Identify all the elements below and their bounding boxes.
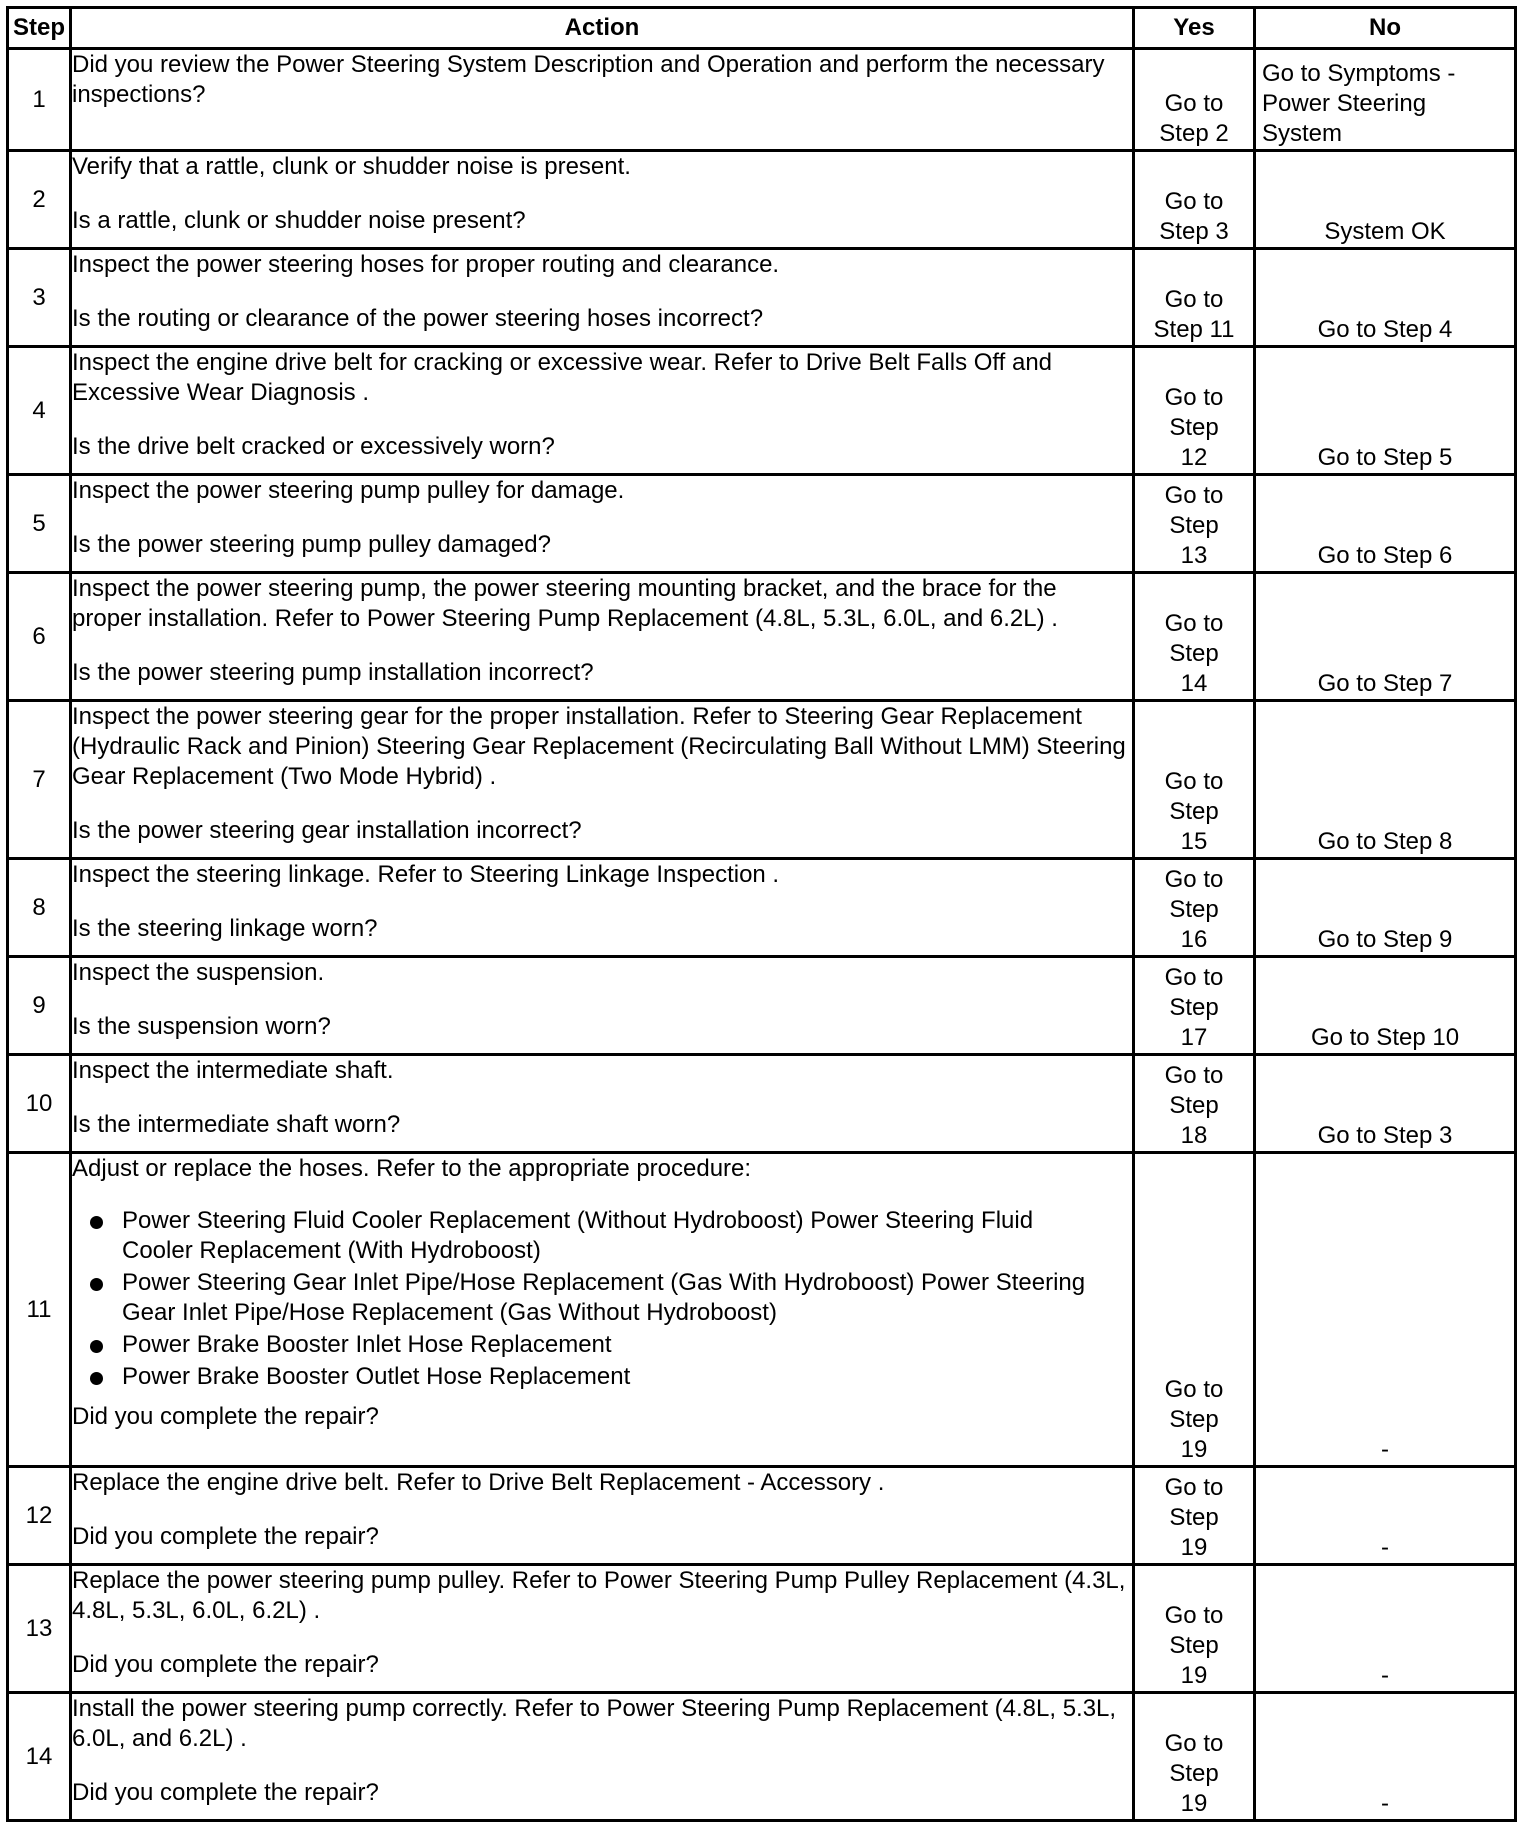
step-number: 13	[8, 1565, 71, 1693]
procedure-link[interactable]: Power Brake Booster Outlet Hose Replacement	[72, 1362, 1132, 1392]
yes-cell	[1134, 573, 1255, 701]
action-cell	[71, 249, 1134, 347]
action-question: Did you complete the repair?	[72, 1523, 379, 1550]
action-question: Is a rattle, clunk or shudder noise present?	[72, 207, 526, 234]
action-cell	[71, 1565, 1134, 1693]
action-cell	[71, 1055, 1134, 1153]
yes-cell	[1134, 859, 1255, 957]
step-number: 10	[8, 1055, 71, 1153]
procedure-list	[72, 1206, 1132, 1392]
yes-link[interactable]: Go to Step 19	[1164, 1474, 1224, 1561]
step-number: 9	[8, 957, 71, 1055]
table-row	[8, 957, 1516, 1055]
no-cell	[1255, 1467, 1516, 1565]
action-question: Is the drive belt cracked or excessively worn?	[72, 433, 555, 460]
header-yes: Yes	[1134, 8, 1255, 49]
no-cell	[1255, 1693, 1516, 1821]
yes-link[interactable]: Go to Step 14	[1164, 610, 1224, 697]
step-number: 8	[8, 859, 71, 957]
action-text: Verify that a rattle, clunk or shudder noise is present.	[72, 153, 631, 180]
no-link[interactable]: Go to Step 6	[1317, 542, 1453, 569]
header-no: No	[1255, 8, 1516, 49]
action-text: Replace the power steering pump pulley. Refer to Power Steering Pump Pulley Replacement (4.3L, 4.8L, 5.3L, 6.0L, 6.2L) .	[72, 1567, 1126, 1624]
procedure-link[interactable]: Power Steering Gear Inlet Pipe/Hose Replacement (Gas With Hydroboost) Power Steering Gear Inlet Pipe/Hose Replacement (Gas Without Hydroboost)	[72, 1268, 1132, 1328]
action-question: Did you complete the repair?	[72, 1403, 379, 1430]
action-cell	[71, 1153, 1134, 1467]
no-value: -	[1381, 1436, 1389, 1463]
diagnostic-table	[6, 6, 1517, 1822]
yes-cell	[1134, 151, 1255, 249]
table-row	[8, 1055, 1516, 1153]
procedure-link[interactable]: Power Steering Fluid Cooler Replacement (Without Hydroboost) Power Steering Fluid Cooler Replacement (With Hydroboost)	[72, 1206, 1132, 1266]
action-cell	[71, 701, 1134, 859]
yes-cell	[1134, 1153, 1255, 1467]
action-cell	[71, 957, 1134, 1055]
no-link: System OK	[1324, 218, 1446, 245]
action-text: Inspect the power steering pump pulley for damage.	[72, 477, 625, 504]
yes-cell	[1134, 475, 1255, 573]
yes-link[interactable]: Go to Step 2	[1159, 90, 1229, 147]
table-row	[8, 1693, 1516, 1821]
no-value: -	[1381, 1790, 1389, 1817]
table-row	[8, 701, 1516, 859]
yes-link[interactable]: Go to Step 12	[1164, 384, 1224, 471]
table-row	[8, 249, 1516, 347]
table-row	[8, 475, 1516, 573]
action-text: Inspect the steering linkage. Refer to Steering Linkage Inspection .	[72, 861, 780, 888]
table-row	[8, 49, 1516, 151]
header-action: Action	[71, 8, 1134, 49]
action-question: Is the steering linkage worn?	[72, 915, 378, 942]
action-cell	[71, 859, 1134, 957]
yes-cell	[1134, 957, 1255, 1055]
action-text: Did you review the Power Steering System Description and Operation and perform the necessary inspections?	[72, 51, 1105, 108]
yes-cell	[1134, 249, 1255, 347]
yes-link[interactable]: Go to Step 3	[1159, 188, 1229, 245]
table-row	[8, 859, 1516, 957]
table-row	[8, 1467, 1516, 1565]
no-value: -	[1381, 1662, 1389, 1689]
yes-link[interactable]: Go to Step 13	[1164, 482, 1224, 569]
yes-link[interactable]: Go to Step 19	[1164, 1730, 1224, 1817]
no-cell	[1255, 49, 1516, 151]
step-number: 3	[8, 249, 71, 347]
action-cell	[71, 573, 1134, 701]
no-cell	[1255, 151, 1516, 249]
table-row	[8, 151, 1516, 249]
step-number: 14	[8, 1693, 71, 1821]
yes-cell	[1134, 1693, 1255, 1821]
action-cell	[71, 347, 1134, 475]
yes-cell	[1134, 1055, 1255, 1153]
no-link[interactable]: Go to Step 4	[1317, 316, 1453, 343]
action-question: Is the power steering pump pulley damaged?	[72, 531, 551, 558]
step-number: 6	[8, 573, 71, 701]
step-number: 5	[8, 475, 71, 573]
no-cell	[1255, 573, 1516, 701]
yes-link[interactable]: Go to Step 17	[1164, 964, 1224, 1051]
no-cell	[1255, 1565, 1516, 1693]
action-text: Inspect the engine drive belt for cracking or excessive wear. Refer to Drive Belt Falls Off and Excessive Wear Diagnosis .	[72, 349, 1053, 406]
action-question: Is the suspension worn?	[72, 1013, 331, 1040]
no-link[interactable]: Go to Step 10	[1310, 1024, 1460, 1051]
no-cell	[1255, 1153, 1516, 1467]
action-cell	[71, 1467, 1134, 1565]
yes-link[interactable]: Go to Step 11	[1153, 286, 1235, 343]
step-number: 7	[8, 701, 71, 859]
no-link[interactable]: Go to Step 3	[1317, 1122, 1453, 1149]
yes-cell	[1134, 347, 1255, 475]
header-step: Step	[8, 8, 71, 49]
no-link[interactable]: Go to Step 9	[1317, 926, 1453, 953]
no-link[interactable]: Go to Step 5	[1317, 444, 1453, 471]
action-question: Is the power steering gear installation incorrect?	[72, 817, 582, 844]
action-cell	[71, 49, 1134, 151]
action-question: Is the intermediate shaft worn?	[72, 1111, 401, 1138]
action-question: Did you complete the repair?	[72, 1651, 379, 1678]
action-text: Inspect the power steering gear for the proper installation. Refer to Steering Gear Replacement (Hydraulic Rack and Pinion) Steering Gear Replacement (Recirculating Ball Without LMM) Steering Gear Replacement (Two Mode Hybrid) .	[72, 703, 1126, 790]
yes-link[interactable]: Go to Step 19	[1164, 1376, 1224, 1463]
step-number: 2	[8, 151, 71, 249]
action-text: Replace the engine drive belt. Refer to Drive Belt Replacement - Accessory .	[72, 1469, 885, 1496]
yes-cell	[1134, 49, 1255, 151]
yes-cell	[1134, 701, 1255, 859]
step-number: 1	[8, 49, 71, 151]
no-cell	[1255, 1055, 1516, 1153]
action-text: Inspect the power steering pump, the power steering mounting bracket, and the brace for the proper installation. Refer to Power Steering Pump Replacement (4.8L, 5.3L, 6.0L, and 6.2L) .	[72, 575, 1058, 632]
step-number: 4	[8, 347, 71, 475]
step-number: 12	[8, 1467, 71, 1565]
no-link[interactable]: Go to Step 8	[1317, 828, 1453, 855]
action-cell	[71, 151, 1134, 249]
action-question: Is the routing or clearance of the power steering hoses incorrect?	[72, 305, 764, 332]
no-cell	[1255, 701, 1516, 859]
action-text: Inspect the suspension.	[72, 959, 325, 986]
no-value: -	[1381, 1534, 1389, 1561]
no-link[interactable]: Go to Symptoms - Power Steering System	[1262, 60, 1456, 147]
action-text: Inspect the power steering hoses for proper routing and clearance.	[72, 251, 780, 278]
yes-link[interactable]: Go to Step 15	[1164, 768, 1224, 855]
action-cell	[71, 475, 1134, 573]
table-row	[8, 1153, 1516, 1467]
no-cell	[1255, 957, 1516, 1055]
action-cell	[71, 1693, 1134, 1821]
no-cell	[1255, 347, 1516, 475]
no-cell	[1255, 249, 1516, 347]
yes-link[interactable]: Go to Step 18	[1164, 1062, 1224, 1149]
yes-cell	[1134, 1467, 1255, 1565]
no-link[interactable]: Go to Step 7	[1317, 670, 1453, 697]
procedure-link[interactable]: Power Brake Booster Inlet Hose Replacement	[72, 1330, 1132, 1360]
no-cell	[1255, 475, 1516, 573]
yes-link[interactable]: Go to Step 16	[1164, 866, 1224, 953]
step-number: 11	[8, 1153, 71, 1467]
yes-link[interactable]: Go to Step 19	[1164, 1602, 1224, 1689]
table-row	[8, 573, 1516, 701]
action-question: Did you complete the repair?	[72, 1779, 379, 1806]
action-text: Install the power steering pump correctly. Refer to Power Steering Pump Replacement (4.8L, 5.3L, 6.0L, and 6.2L) .	[72, 1695, 1117, 1752]
table-row	[8, 347, 1516, 475]
header-row	[8, 8, 1516, 49]
action-text: Inspect the intermediate shaft.	[72, 1057, 394, 1084]
action-text: Adjust or replace the hoses. Refer to the appropriate procedure:	[72, 1155, 752, 1182]
yes-cell	[1134, 1565, 1255, 1693]
action-question: Is the power steering pump installation incorrect?	[72, 659, 594, 686]
no-cell	[1255, 859, 1516, 957]
table-row	[8, 1565, 1516, 1693]
